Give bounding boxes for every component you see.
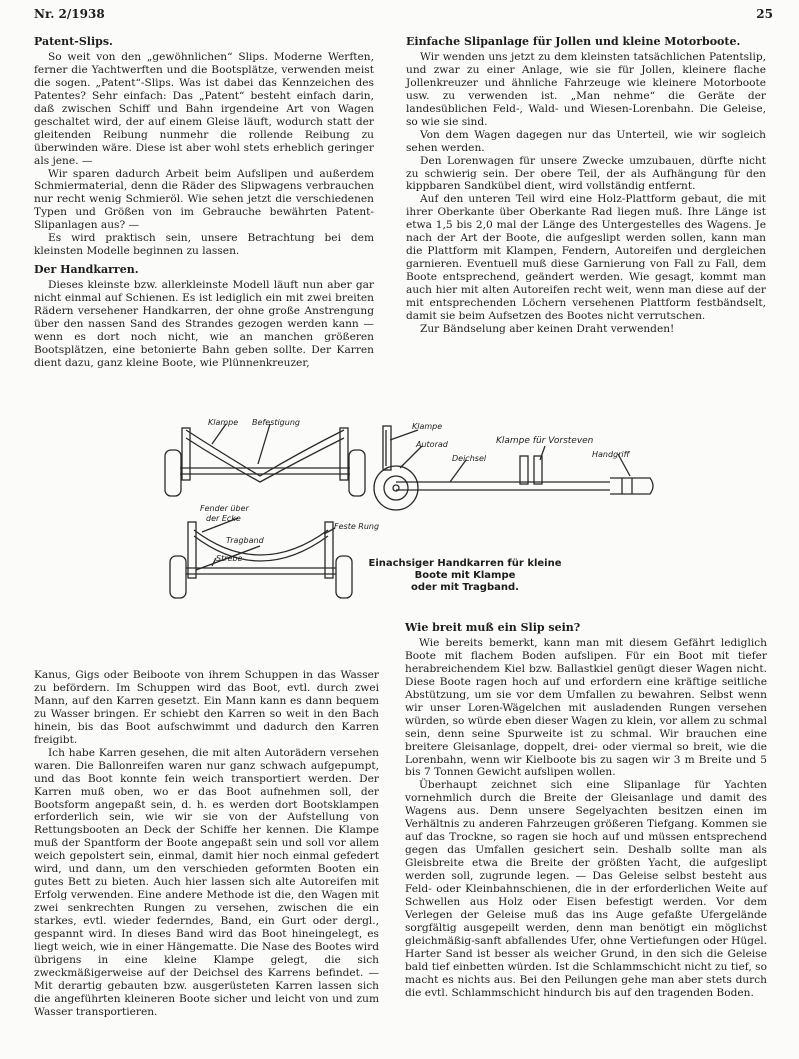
label-klampe-side: Klampe bbox=[412, 422, 443, 431]
closing-line: Zur Bändselung aber keinen Draht verwenden! bbox=[420, 322, 675, 335]
heading-einfache-slipanlage: Einfache Slipanlage für Jollen und kleine Motorboote. bbox=[406, 35, 741, 48]
paragraph: Überhaupt zeichnet sich eine Slipanlage für Yachten vornehmlich durch die Breite der Gleisanlage und damit des Wagens aus. Denn unsere Segelyachten besitzen einen im Verhältnis zu anderen Fahrzeugen größeren Tiefgang. Kommen sie auf das Trockne, so ragen sie hoch auf und müssen entsprechend gegen das Umfallen gesichert sein. Deshalb sollte man als Gleisbreite etwa die Breite der größten Yacht, die aufgeslipt werden soll, zugrunde legen. — Das Geleise selbst besteht aus Feld- oder Kleinbahnschienen, die in der erforderlichen Weite auf Schwellen aus Holz oder Eisen befestigt werden. Vor dem Verlegen der Geleise muß das ins Auge gefaßte Ufergelände sorgfältig ausgepeilt werden, denn man benötigt ein möglichst gleichmäßig-sanft abfallendes Ufer, ohne Vertiefungen oder Hügel. Harter Sand ist besser als weicher Grund, in den sich die Geleise bald tief einbetten würden. Ist die Schlammschicht nicht zu tief, so macht es nichts aus. Bei den Peilungen gehe man aber stets durch die evtl. Schlammschicht hindurch bis auf den tragenden Boden. bbox=[405, 779, 767, 999]
paragraph: Es wird praktisch sein, unsere Betrachtung bei dem kleinsten Modelle beginnen zu lassen. bbox=[34, 232, 374, 258]
paragraph: Von dem Wagen dagegen nur das Unterteil, wie wir sogleich sehen werden. bbox=[406, 128, 766, 154]
caption-line-2: oder mit Tragband. bbox=[411, 582, 519, 593]
label-autorad: Autorad bbox=[416, 440, 448, 449]
heading-patent-slips: Patent-Slips. bbox=[34, 35, 113, 48]
label-feste-rung: Feste Rung bbox=[334, 522, 380, 531]
caption-line-1: Einachsiger Handkarren für kleine Boote mit Klampe bbox=[368, 558, 562, 581]
paragraph: Wir sparen dadurch Arbeit beim Aufslipen und außerdem Schmiermaterial, denn die Räder des Slipwagens verbrauchen nur recht wenig Schmieröl. Wie sehen jetzt die verschiedenen Typen und Größen von im Gebrauche bewährten Patent-Slipanlagen aus? — bbox=[34, 167, 374, 232]
column-left-bottom bbox=[34, 669, 379, 1019]
label-fender: Fender über bbox=[200, 504, 249, 513]
paragraph: Wie bereits bemerkt, kann man mit diesem Gefährt lediglich Boote mit flachem Boden aufslipen. Für ein Boot mit tiefer herabreichendem Kiel bzw. Ballastkiel genügt dieser Wagen nicht. Diese Boote ragen hoch auf und erfordern eine kräftige seitliche Abstützung, um sie vor dem Umfallen zu bewahren. Selbst wenn wir unser Loren-Wägelchen mit ausladenden Rungen versehen würden, so würde eben dieser Wagen zu klein, vor allem zu schmal sein, denn seine Spurweite ist zu schmal. Wir brauchen eine breitere Gleisanlage, doppelt, drei- oder viermal so breit, wie die Lorenbahn, wenn wir Kielboote bis zu sagen wir 3 m Breite und 5 bis 7 Tonnen Gewicht aufslipen wollen. bbox=[405, 636, 767, 779]
heading-slip-width: Wie breit muß ein Slip sein? bbox=[405, 621, 581, 634]
paragraph: Kanus, Gigs oder Beiboote von ihrem Schuppen in das Wasser zu befördern. Im Schuppen wird das Boot, evtl. durch zwei Mann, auf den Karren gesetzt. Ein Mann kann es dann bequem zu Wasser bringen. Er schiebt den Karren so weit in den Bach hinein, bis das Boot aufschwimmt und dadurch den Karren freigibt. bbox=[34, 669, 379, 746]
label-handgriff: Handgriff bbox=[592, 450, 630, 459]
label-strebe: Strebe bbox=[216, 554, 243, 563]
column-right-top bbox=[406, 36, 766, 336]
handcart-figure bbox=[150, 410, 780, 620]
label-tragband: Tragband bbox=[226, 536, 264, 545]
label-deichsel: Deichsel bbox=[452, 454, 487, 463]
paragraph: Wir wenden uns jetzt zu dem kleinsten tatsächlichen Patentslip, und zwar zu einer Anlage, wie sie für Jollen, kleinere flache Jollenkreuzer und ähnliche Fahrzeuge wie kleinere Motorboote usw. zu verwenden ist. „Man nehme“ die Geräte der landesüblichen Feld-, Wald- und Wiesen-Lorenbahn. Die Geleise, so wie sie sind. bbox=[406, 50, 766, 128]
paragraph: So weit von den „gewöhnlichen“ Slips. Moderne Werften, ferner die Yachtwerften und die Bootsplätze, verwenden meist die sogen. „Patent“-Slips. Was ist dabei das Kennzeichen des Patentes? Sehr einfach: Das „Patent“ besteht einfach darin, daß zwischen Schiff und Bahn irgendeine Art von Wagen geschaltet wird, der auf einem Gleise läuft, wodurch statt der gleitenden Reibung nunmehr die rollende Reibung zu überwinden wäre. Diese ist aber wohl stets erheblich geringer als jene. — bbox=[34, 50, 374, 167]
column-right-bottom bbox=[405, 622, 767, 1000]
paragraph: Dieses kleinste bzw. allerkleinste Modell läuft nun aber gar nicht einmal auf Schienen. Es ist lediglich ein mit zwei breiten Rädern versehener Handkarren, der ohne große Anstrengung über den nassen Sand des Strandes gezogen werden kann — wenn es dort noch nicht, wie an manchen größeren Bootsplätzen, eine betonierte Bahn geben sollte. Der Karren dient dazu, ganz kleine Boote, wie Plünnenkreuzer, bbox=[34, 279, 374, 369]
issue-number: Nr. 2/1938 bbox=[34, 7, 105, 21]
label-fender-2: der Ecke bbox=[206, 514, 241, 523]
page-number: 25 bbox=[756, 7, 773, 21]
label-klampe: Klampe bbox=[208, 418, 239, 427]
column-left-top bbox=[34, 36, 374, 370]
label-befestigung: Befestigung bbox=[252, 418, 300, 427]
heading-handkarren: Der Handkarren. bbox=[34, 263, 139, 277]
figure-caption bbox=[360, 558, 570, 594]
label-klampe-vorsteven: Klampe für Vorsteven bbox=[496, 436, 594, 446]
paragraph: Ich habe Karren gesehen, die mit alten Autorädern versehen waren. Die Ballonreifen waren nur ganz schwach aufgepumpt, und das Boot konnte fein weich transportiert werden. Der Karren muß oben, wo er das Boot aufnehmen soll, der Bootsform angepaßt sein, d. h. es werden dort Bootsklampen erforderlich sein, wie wir sie von der Aufstellung von Rettungsbooten an Deck der Schiffe her kennen. Die Klampe muß der Spantform der Boote angepaßt sein und soll vor allem weich gepolstert sein, einmal, damit hier noch einmal gefedert wird, und dann, um den verschieden geformten Booten ein gutes Bett zu bieten. Auch hier lassen sich alte Autoreifen mit Erfolg verwenden. Eine andere Methode ist die, den Wagen mit zwei senkrechten Rungen zu versehen, zwischen die ein starkes, evtl. wieder federndes, Band, ein Gurt oder dergl., gespannt wird. In dieses Band wird das Boot hineingelegt, es liegt weich, wie in einer Hängematte. Die Nase des Bootes wird übrigens in eine kleine Klampe gelegt, die sich zweckmäßigerweise auf der Deichsel des Karrens befindet. — Mit derartig gebauten bzw. ausgerüsteten Karren lassen sich die angeführten kleineren Boote sicher und leicht von und zum Wasser transportieren. bbox=[34, 746, 379, 1018]
paragraph: Den Lorenwagen für unsere Zwecke umzubauen, dürfte nicht zu schwierig sein. Der obere Teil, der als Aufhängung für den kippbaren Sandkübel dient, wird vollständig entfernt. bbox=[406, 154, 766, 193]
paragraph: Auf den unteren Teil wird eine Holz-Plattform gebaut, die mit ihrer Oberkante über Oberkante Rad liegen muß. Ihre Länge ist etwa 1,5 bis 2,0 mal der Länge des Untergestelles des Wagens. Je nach der Art der Boote, die aufgeslipt werden sollen, kann man die Plattform mit Klampen, Fendern, Autoreifen und dergleichen garnieren. Eventuell muß diese Garnierung von Fall zu Fall, dem Boote entsprechend, geändert werden. Wie gesagt, kommt man auch hier mit alten Autoreifen recht weit, wenn man diese auf der mit entsprechenden Löchern versehenen Plattform festbändselt, damit sie beim Aufsetzen des Bootes nicht verrutschen. bbox=[406, 193, 766, 323]
